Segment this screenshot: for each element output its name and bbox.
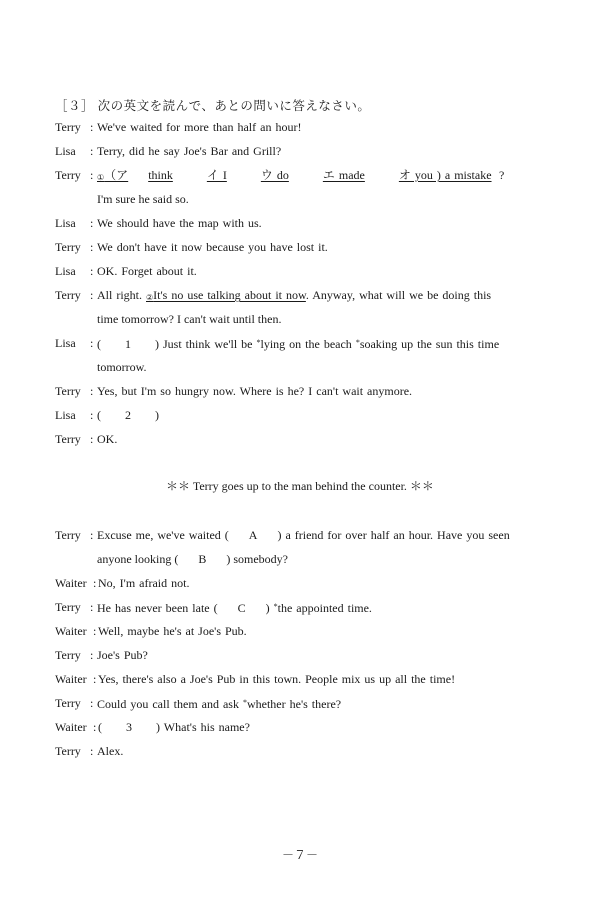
colon: : [90, 264, 94, 278]
line-text: Excuse me, we've waited ( A ) a friend for over half an hour. Have you seen [97, 528, 510, 542]
colon: : [90, 240, 94, 254]
colon: : [90, 696, 94, 710]
speaker-name: Waiter [55, 672, 87, 686]
colon: : [90, 216, 94, 230]
line-text: ( 3 ) What's his name? [98, 720, 250, 734]
colon: : [90, 528, 94, 542]
line-text: No, I'm afraid not. [98, 576, 190, 590]
colon: : [90, 432, 94, 446]
line-text: Alex. [97, 744, 124, 758]
underlined-sentence-2: ②It's no use talking about it now [146, 288, 306, 302]
colon: : [93, 624, 97, 638]
line-text: He has never been late ( C ) *the appointed time. [97, 601, 372, 615]
line-text: Terry, did he say Joe's Bar and Grill? [97, 144, 282, 158]
blank-C: C [237, 601, 246, 615]
speaker-name: Terry [55, 744, 81, 758]
speaker-name: Terry [55, 696, 81, 710]
line-text: We should have the map with us. [97, 216, 262, 230]
section-heading: ［３］ 次の英文を読んで、あとの問いに答えなさい。 [55, 99, 371, 113]
blank-A: A [248, 528, 258, 542]
question-number-1: ① [97, 173, 105, 182]
speaker-name: Terry [55, 600, 81, 614]
line-text: Well, maybe he's at Joe's Pub. [98, 624, 247, 638]
line-text: Joe's Pub? [97, 648, 148, 662]
line-continuation: anyone looking ( B ) somebody? [97, 552, 288, 566]
speaker-name: Terry [55, 120, 81, 134]
speaker-name: Waiter [55, 720, 87, 734]
question-mark: ? [499, 168, 505, 182]
speaker-name: Lisa [55, 216, 76, 230]
line-text: Yes, there's also a Joe's Pub in this town. People mix us up all the time! [98, 672, 456, 686]
page-number: －７－ [281, 848, 318, 862]
colon: : [90, 744, 94, 758]
speaker-name: Terry [55, 288, 81, 302]
blank-1: ( 1 ) [97, 337, 159, 351]
line-text: OK. Forget about it. [97, 264, 197, 278]
colon: : [90, 168, 94, 182]
speaker-name: Terry [55, 528, 81, 542]
colon: : [90, 648, 94, 662]
blank-3: ( 3 ) [98, 720, 160, 734]
blank-2: ( 2 ) [97, 408, 159, 422]
speaker-name: Lisa [55, 336, 76, 350]
speaker-name: Lisa [55, 408, 76, 422]
colon: : [90, 600, 94, 614]
reorder-question: ①（ア think イ I ウ do エ made オ you ) a mistake [97, 168, 492, 182]
speaker-name: Waiter [55, 576, 87, 590]
colon: : [90, 384, 94, 398]
blank-B: B [198, 552, 207, 566]
line-continuation: time tomorrow? I can't wait until then. [97, 312, 282, 326]
speaker-name: Terry [55, 240, 81, 254]
speaker-name: Terry [55, 168, 81, 182]
colon: : [90, 144, 94, 158]
line-text: Could you call them and ask *whether he's there? [97, 697, 342, 711]
line-text: OK. [97, 432, 118, 446]
speaker-name: Terry [55, 432, 81, 446]
speaker-name: Waiter [55, 624, 87, 638]
colon: : [93, 720, 97, 734]
line-text: Yes, but I'm so hungry now. Where is he? I can't wait anymore. [97, 384, 413, 398]
line-text: ( 1 ) Just think we'll be *lying on the beach *soaking up the sun this time [97, 337, 500, 351]
question-number-2: ② [146, 293, 154, 302]
speaker-name: Terry [55, 648, 81, 662]
speaker-name: Lisa [55, 264, 76, 278]
line-text: We've waited for more than half an hour! [97, 120, 302, 134]
colon: : [93, 672, 97, 686]
colon: : [93, 576, 97, 590]
line-text: We don't have it now because you have lost it. [97, 240, 328, 254]
line-continuation: I'm sure he said so. [97, 192, 189, 206]
colon: : [90, 336, 94, 350]
line-text: All right. ②It's no use talking about it now. Anyway, what will we be doing this [97, 288, 492, 302]
colon: : [90, 408, 94, 422]
line-continuation: tomorrow. [97, 360, 147, 374]
colon: : [90, 288, 94, 302]
colon: : [90, 120, 94, 134]
speaker-name: Terry [55, 384, 81, 398]
speaker-name: Lisa [55, 144, 76, 158]
scene-direction: ＊＊ Terry goes up to the man behind the counter. ＊＊ [166, 479, 434, 493]
